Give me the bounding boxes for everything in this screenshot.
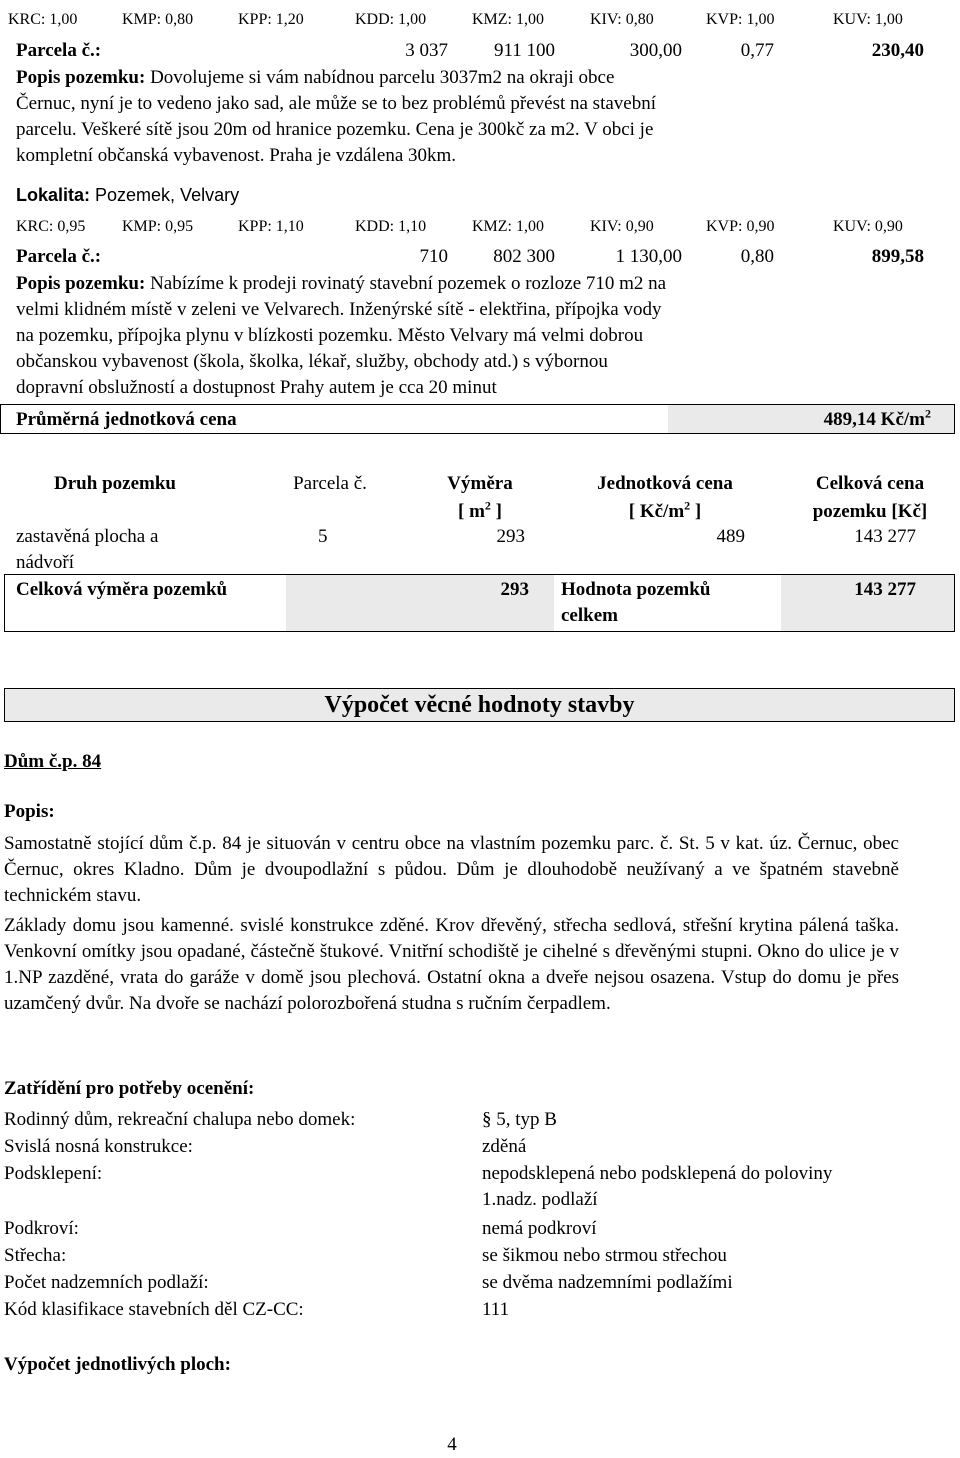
parcel2-desc-line: občanskou vybavenost (škola, školka, lékař, služby, obchody atd.) s výbornou bbox=[16, 351, 608, 372]
row-vymera: 293 bbox=[496, 526, 525, 547]
coef-kpp: KPP: 1,10 bbox=[238, 218, 304, 235]
parcel1-description bbox=[16, 65, 916, 169]
cls-value: se šikmou nebo strmou střechou bbox=[482, 1245, 727, 1266]
parcel1-desc-line: kompletní občanská vybavenost. Praha je vzdálena 30km. bbox=[16, 145, 457, 166]
parcel1-result: 230,40 bbox=[871, 40, 924, 61]
parcel1-desc-line: Černuc, nyní je to vedeno jako sad, ale může se to bez problémů převést na stavební bbox=[16, 93, 656, 114]
parcel2-desc-label: Popis pozemku: bbox=[16, 273, 146, 294]
cls-value: nepodsklepená nebo podsklepená do poloviny 1.nadz. podlaží bbox=[482, 1163, 833, 1210]
parcel2-unit-price: 1 130,00 bbox=[615, 246, 682, 267]
coef-kmz: KMZ: 1,00 bbox=[472, 11, 544, 28]
popis-paragraph-1: Samostatně stojící dům č.p. 84 je situován v centru obce na vlastním pozemku parc. č. St. 5 v kat. úz. Černuc, obec Černuc, okres Kladno. Dům je dvoupodlažní s půdou. Dům je dlouhodobě neužívaný a ve špatném stavebně technickém stavu. bbox=[4, 833, 899, 906]
row-druh: zastavěná plocha a nádvoří bbox=[16, 526, 159, 573]
parcel2-area: 710 bbox=[419, 246, 448, 267]
section-title-box bbox=[4, 688, 955, 722]
house-title: Dům č.p. 84 bbox=[4, 751, 102, 772]
calc-title: Výpočet jednotlivých ploch: bbox=[4, 1354, 231, 1375]
cls-value: se dvěma nadzemními podlažími bbox=[482, 1272, 733, 1293]
parcel1-desc-label: Popis pozemku: bbox=[16, 67, 146, 88]
locality bbox=[16, 182, 239, 208]
coef-row-mid bbox=[0, 214, 960, 240]
th-parcela: Parcela č. bbox=[293, 473, 367, 494]
th-vymera: Výměra [ $m^2$ ] bbox=[447, 473, 513, 522]
cls-label: Počet nadzemních podlaží: bbox=[4, 1272, 209, 1293]
parcel1-coef: 0,77 bbox=[740, 40, 774, 61]
land-table bbox=[0, 464, 960, 636]
coef-kvp: KVP: 1,00 bbox=[706, 11, 775, 28]
row-celkova: 143 277 bbox=[854, 526, 916, 547]
cls-label: Podkroví: bbox=[4, 1218, 79, 1239]
coef-kvp: KVP: 0,90 bbox=[706, 218, 775, 235]
cls-label: Rodinný dům, rekreační chalupa nebo domek: bbox=[4, 1109, 356, 1130]
row-parcela: 5 bbox=[318, 526, 328, 547]
cls-label: Svislá nosná konstrukce: bbox=[4, 1136, 193, 1157]
coef-kiv: KIV: 0,80 bbox=[590, 11, 654, 28]
total-row bbox=[4, 574, 955, 632]
coef-kpp: KPP: 1,20 bbox=[238, 11, 304, 28]
avg-price-row bbox=[0, 404, 955, 434]
locality-value: Pozemek, Velvary bbox=[90, 185, 240, 205]
parcel2-desc-line: na pozemku, přípojka plynu v blízkosti pozemku. Město Velvary má velmi dobrou bbox=[16, 325, 644, 346]
cls-label: Kód klasifikace stavebních děl CZ-CC: bbox=[4, 1299, 304, 1320]
coef-krc: KRC: 1,00 bbox=[8, 11, 78, 28]
locality-label: Lokalita: bbox=[16, 185, 91, 205]
coef-kuv: KUV: 1,00 bbox=[833, 11, 903, 28]
total-hodnota-label: Hodnota pozemků celkem bbox=[561, 579, 711, 626]
avg-price-value: 489,14 $Kč/m^2$ bbox=[823, 406, 931, 430]
th-druh: Druh pozemku bbox=[54, 473, 176, 494]
parcel1-price: 911 100 bbox=[493, 40, 555, 61]
parcel2-desc-line: Nabízíme k prodeji rovinatý stavební pozemek o rozloze 710 m2 na bbox=[145, 273, 667, 294]
parcel1-area: 3 037 bbox=[405, 40, 448, 61]
row-jednotkova: 489 bbox=[716, 526, 745, 547]
popis-paragraph-2: Základy domu jsou kamenné. svislé konstrukce zděné. Krov dřevěný, střecha sedlová, střešní krytina pálená taška. Venkovní omítky jsou opadané, částečně štukové. Vnitřní schodiště je cihelné s dřevěnými stupni. Okno do ulice je v 1.NP zazděné, vrata do garáže v domě jsou plechová. Ostatní okna a dveře nejsou osazena. Vstup do domu je přes uzamčený dvůr. Na dvoře se nachází polorozbořená studna s ručním čerpadlem. bbox=[4, 915, 899, 1014]
coef-krc: KRC: 0,95 bbox=[16, 218, 86, 235]
cls-value: 111 bbox=[482, 1299, 510, 1320]
cls-value: zděná bbox=[482, 1136, 527, 1157]
total-vymera: 293 bbox=[500, 579, 529, 600]
parcel2-desc-line: velmi klidném místě v zeleni ve Velvarech. Inženýrské sítě - elektřina, přípojka vody bbox=[16, 299, 662, 320]
parcel2-label: Parcela č.: bbox=[16, 246, 102, 267]
coef-kiv: KIV: 0,90 bbox=[590, 218, 654, 235]
coef-kdd: KDD: 1,10 bbox=[355, 218, 427, 235]
cls-value: § 5, typ B bbox=[482, 1109, 557, 1130]
total-celkova: 143 277 bbox=[854, 579, 916, 600]
parcel2-price: 802 300 bbox=[493, 246, 555, 267]
coef-kmp: KMP: 0,80 bbox=[122, 11, 194, 28]
coef-kmp: KMP: 0,95 bbox=[122, 218, 194, 235]
coef-kuv: KUV: 0,90 bbox=[833, 218, 903, 235]
coef-kmz: KMZ: 1,00 bbox=[472, 218, 544, 235]
parcel1-desc-line: Dovolujeme si vám nabídnou parcelu 3037m2 na okraji obce bbox=[145, 67, 615, 88]
parcel1-unit-price: 300,00 bbox=[629, 40, 682, 61]
parcel2-result: 899,58 bbox=[871, 246, 924, 267]
cls-label: Střecha: bbox=[4, 1245, 67, 1266]
th-jednotkova: Jednotková cena [ $Kč/m^2$ ] bbox=[597, 473, 733, 522]
popis-label: Popis: bbox=[4, 801, 55, 822]
page-number: 4 bbox=[447, 1434, 457, 1455]
cls-value: nemá podkroví bbox=[482, 1218, 597, 1239]
avg-price-label: Průměrná jednotková cena bbox=[16, 409, 237, 430]
classification-title: Zatřídění pro potřeby ocenění: bbox=[4, 1078, 255, 1099]
parcel1-label: Parcela č.: bbox=[16, 40, 102, 61]
coef-kdd: KDD: 1,00 bbox=[355, 11, 427, 28]
parcel2-description bbox=[16, 271, 916, 401]
coef-row-top bbox=[0, 7, 960, 33]
cls-label: Podsklepení: bbox=[4, 1163, 103, 1184]
parcel1-desc-line: parcelu. Veškeré sítě jsou 20m od hranice pozemku. Cena je 300kč za m2. V obci je bbox=[16, 119, 654, 140]
parcel2-coef: 0,80 bbox=[740, 246, 774, 267]
section-title: Výpočet věcné hodnoty stavby bbox=[324, 692, 635, 718]
th-celkova: Celková cena pozemku [Kč] bbox=[812, 473, 928, 522]
parcel2-desc-line: dopravní obslužností a dostupnost Prahy autem je cca 20 minut bbox=[16, 377, 497, 398]
total-label: Celková výměra pozemků bbox=[16, 579, 228, 600]
